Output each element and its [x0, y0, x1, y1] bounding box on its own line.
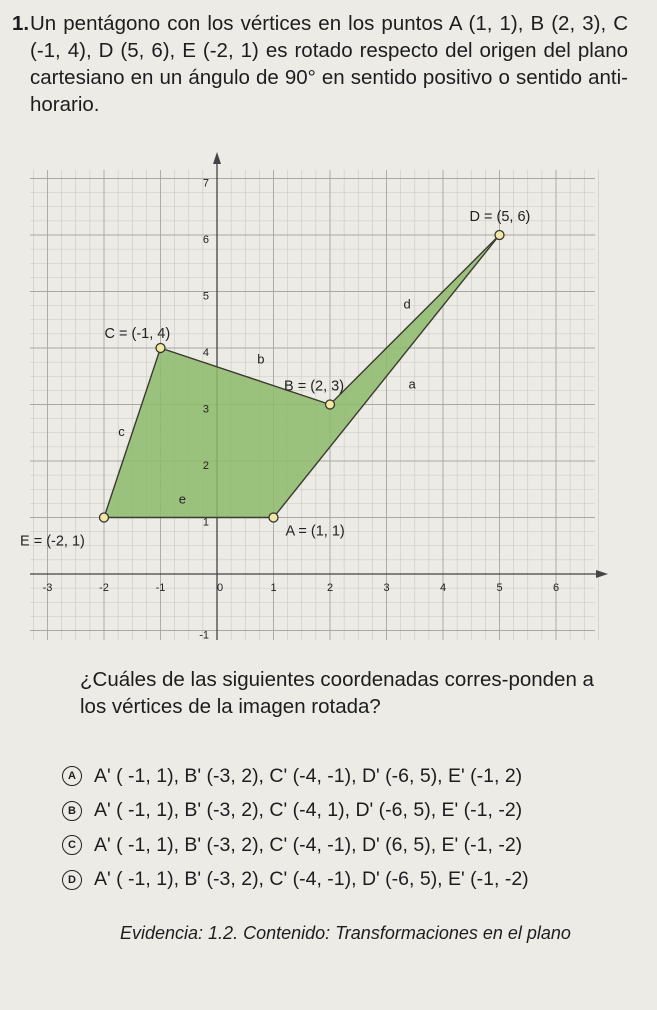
option-text: A' ( -1, 1), B' (-3, 2), C' (-4, 1), D' (-6, 5), E' (-1, -2) — [94, 799, 523, 821]
vertex-label-c: C = (-1, 4) — [104, 326, 171, 342]
y-tick-label: 2 — [202, 460, 209, 472]
x-tick-label: 6 — [552, 582, 560, 594]
vertex-label-b: B = (2, 3) — [284, 378, 345, 395]
problem-statement — [12, 10, 628, 118]
option-letter-badge: D — [62, 870, 82, 890]
vertex-label-a: A = (1, 1) — [285, 523, 345, 540]
x-tick-label: -2 — [99, 582, 109, 594]
x-tick-label: 0 — [216, 582, 224, 594]
y-tick-label: 4 — [202, 347, 209, 359]
problem-number: 1. — [12, 12, 30, 35]
y-tick-label: 5 — [202, 290, 209, 303]
option-d[interactable] — [62, 864, 642, 896]
vertex-label-d: D = (5, 6) — [469, 209, 531, 225]
question-text: ¿Cuáles de las siguientes coordenadas corres-ponden a los vértices de la imagen rotada? — [80, 668, 594, 718]
vertex-point-a — [269, 513, 278, 522]
option-text: A' ( -1, 1), B' (-3, 2), C' (-4, -1), D' (-6, 5), E' (-1, 2) — [94, 764, 523, 787]
x-tick-label: -3 — [42, 582, 53, 594]
evidence-footer: Evidencia: 1.2. Contenido: Transformaciones en el plano — [120, 923, 571, 943]
cartesian-graph — [20, 150, 610, 650]
edge-label-e: e — [178, 491, 186, 507]
edge-label-d: d — [403, 296, 411, 312]
option-letter-badge: B — [62, 801, 82, 821]
option-b[interactable] — [62, 795, 642, 827]
vertex-point-d — [495, 231, 504, 240]
y-tick-label: 6 — [202, 234, 209, 246]
vertex-point-c — [156, 344, 165, 353]
y-tick-label: 7 — [202, 177, 209, 190]
problem-text: Un pentágono con los vértices en los puntos A (1, 1), B (2, 3), C (-1, 4), D (5, 6), E (-2, 1) es rotado respecto del origen del plano cartesiano en un ángulo de 90° en sentido positivo o sentido anti-horario. — [30, 12, 628, 116]
x-tick-label: 1 — [270, 582, 277, 594]
y-tick-label: -1 — [199, 629, 209, 642]
vertex-point-e — [100, 513, 109, 522]
y-tick-label: 1 — [202, 516, 209, 529]
option-c[interactable] — [62, 829, 642, 861]
y-tick-label: 3 — [202, 403, 209, 416]
edge-label-c: c — [118, 423, 125, 439]
option-letter-badge: A — [62, 766, 82, 786]
option-text: A' ( -1, 1), B' (-3, 2), C' (-4, -1), D' (-6, 5), E' (-1, -2) — [94, 868, 529, 890]
edge-label-b: b — [257, 351, 265, 367]
x-tick-label: 2 — [326, 582, 334, 594]
option-a[interactable] — [62, 760, 642, 792]
y-axis-arrow — [213, 152, 221, 164]
option-letter-badge: C — [62, 835, 82, 855]
edge-label-a: a — [408, 376, 416, 392]
vertex-point-b — [326, 400, 335, 409]
answer-options — [62, 760, 642, 898]
option-text: A' ( -1, 1), B' (-3, 2), C' (-4, -1), D' (6, 5), E' (-1, -2) — [94, 833, 523, 856]
vertex-label-e: E = (-2, 1) — [20, 533, 85, 550]
x-axis-arrow — [596, 570, 608, 578]
x-tick-label: 5 — [496, 582, 503, 594]
x-tick-label: 3 — [383, 582, 390, 594]
x-tick-label: 4 — [439, 582, 447, 594]
x-tick-label: -1 — [155, 582, 166, 594]
